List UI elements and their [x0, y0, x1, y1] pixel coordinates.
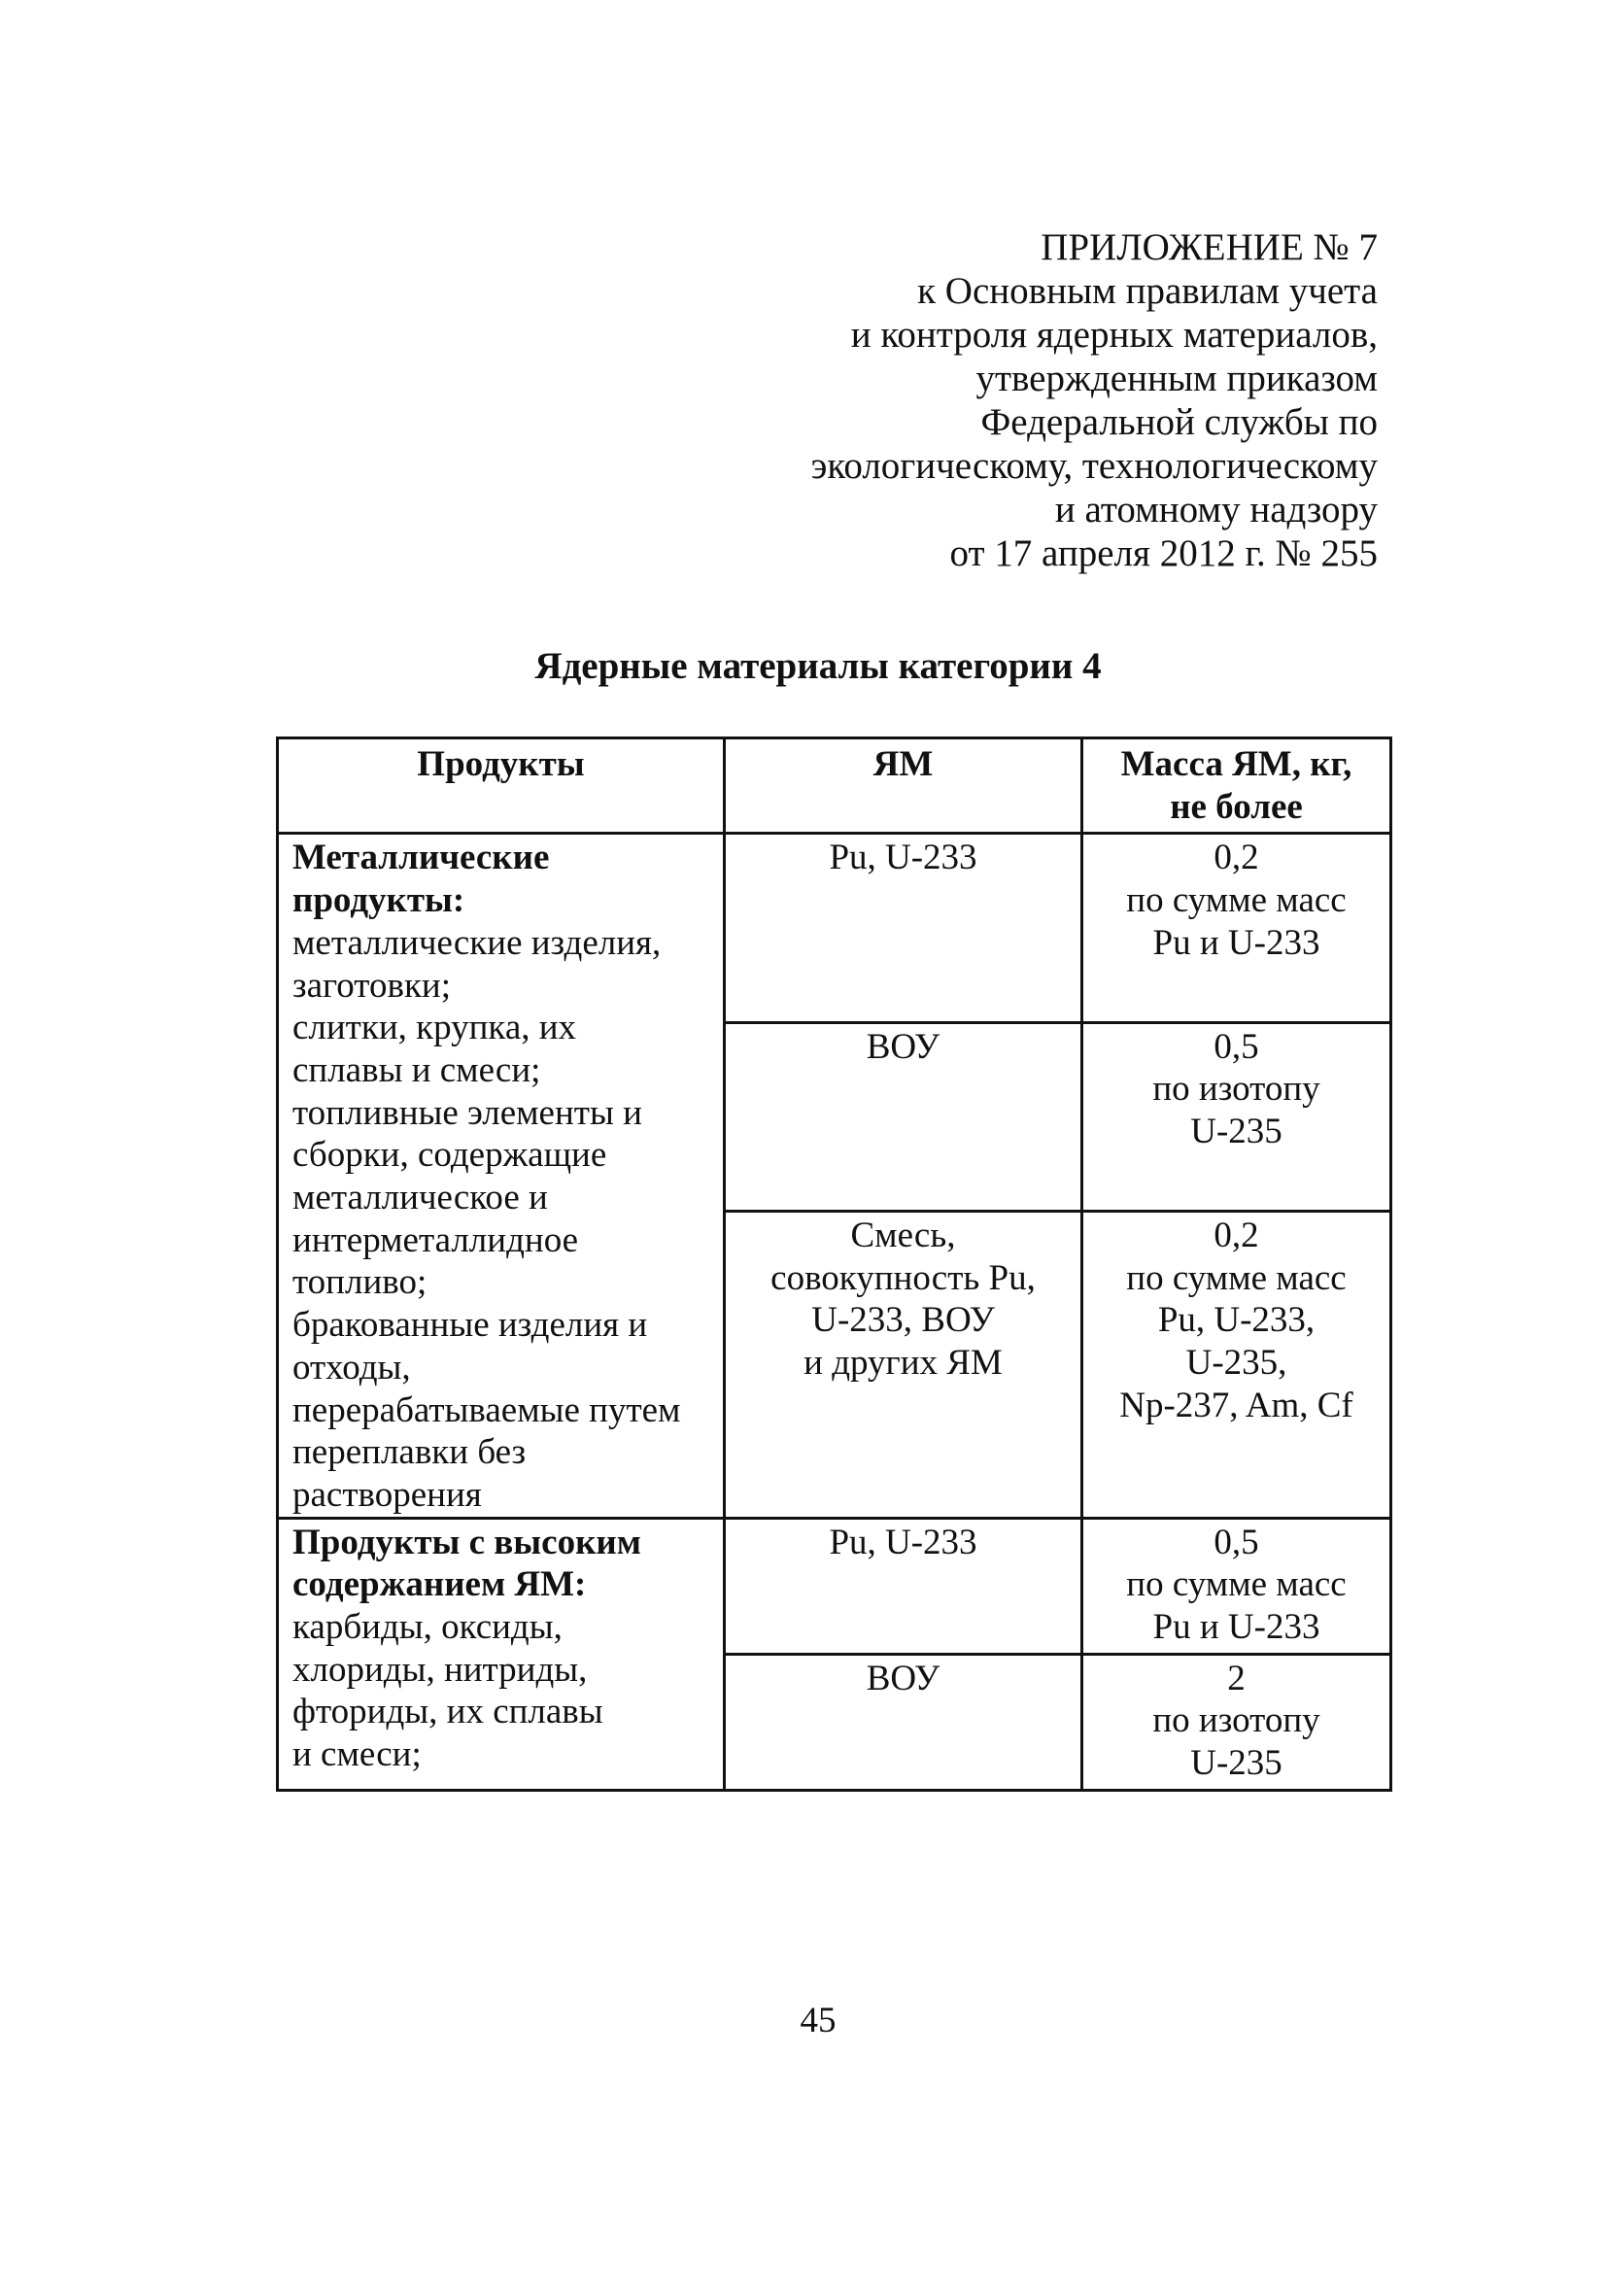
appendix-line: ПРИЛОЖЕНИЕ № 7: [1041, 226, 1378, 268]
page-number: 45: [800, 2001, 837, 2040]
product-item: переплавки без: [292, 1432, 527, 1473]
table-header-row: [278, 738, 1391, 834]
document-title: Ядерные материалы категории 4: [534, 645, 1102, 687]
product-item: сплавы и смеси;: [292, 1049, 541, 1090]
header-nuclear-material: ЯМ: [725, 738, 1082, 834]
ym-cell: ВОУ: [725, 1654, 1082, 1790]
product-item: интерметаллидное: [292, 1219, 579, 1260]
appendix-line: утвержденным приказом: [975, 358, 1378, 399]
product-item: отходы,: [292, 1347, 411, 1388]
appendix-line: к Основным правилам учета: [917, 270, 1378, 312]
product-item: растворения: [292, 1474, 482, 1515]
appendix-line: экологическому, технологическому: [810, 445, 1378, 487]
appendix-line: от 17 апреля 2012 г. № 255: [949, 532, 1378, 574]
category-table: [276, 737, 1392, 1792]
product-heading: продукты:: [292, 880, 465, 921]
mass-cell: 0,2 по сумме масс Pu, U-233, U-235, Np-237, Am, Cf: [1082, 1212, 1391, 1519]
product-item: сборки, содержащие: [292, 1135, 607, 1176]
product-item: металлические изделия,: [292, 922, 662, 963]
product-item: топливо;: [292, 1262, 427, 1303]
product-item: фториды, их сплавы: [292, 1692, 603, 1732]
product-item: перерабатываемые путем: [292, 1389, 681, 1430]
product-heading: Продукты с высоким: [292, 1522, 641, 1562]
header-mass: Масса ЯМ, кг, не более: [1082, 738, 1391, 834]
mass-cell: 0,2 по сумме масс Pu и U-233: [1082, 834, 1391, 1022]
ym-cell: ВОУ: [725, 1022, 1082, 1211]
ym-cell: Pu, U-233: [725, 1518, 1082, 1654]
product-item: металлическое и: [292, 1178, 548, 1218]
product-item: хлориды, нитриды,: [292, 1649, 588, 1690]
mass-cell: 0,5 по сумме масс Pu и U-233: [1082, 1518, 1391, 1654]
product-cell-high-content: [278, 1518, 725, 1790]
ym-cell: Смесь, совокупность Pu, U-233, ВОУ и других ЯМ: [725, 1212, 1082, 1519]
appendix-header: [503, 225, 1378, 575]
appendix-line: и атомному надзору: [1054, 489, 1378, 531]
table-row: [278, 834, 1391, 1022]
product-item: и смеси;: [292, 1734, 422, 1775]
product-heading: содержанием ЯМ:: [292, 1564, 587, 1605]
header-products: Продукты: [278, 738, 725, 834]
product-item: слитки, крупка, их: [292, 1008, 577, 1048]
table-row: [278, 1518, 1391, 1654]
product-item: топливные элементы и: [292, 1092, 642, 1133]
ym-cell: Pu, U-233: [725, 834, 1082, 1022]
appendix-line: Федеральной службы по: [980, 401, 1378, 443]
mass-cell: 2 по изотопу U-235: [1082, 1654, 1391, 1790]
appendix-line: и контроля ядерных материалов,: [850, 314, 1378, 356]
product-item: заготовки;: [292, 965, 452, 1006]
product-item: бракованные изделия и: [292, 1305, 648, 1346]
mass-cell: 0,5 по изотопу U-235: [1082, 1022, 1391, 1211]
product-heading: Металлические: [292, 838, 550, 878]
product-cell-metallic: [278, 834, 725, 1518]
product-item: карбиды, оксиды,: [292, 1607, 563, 1648]
